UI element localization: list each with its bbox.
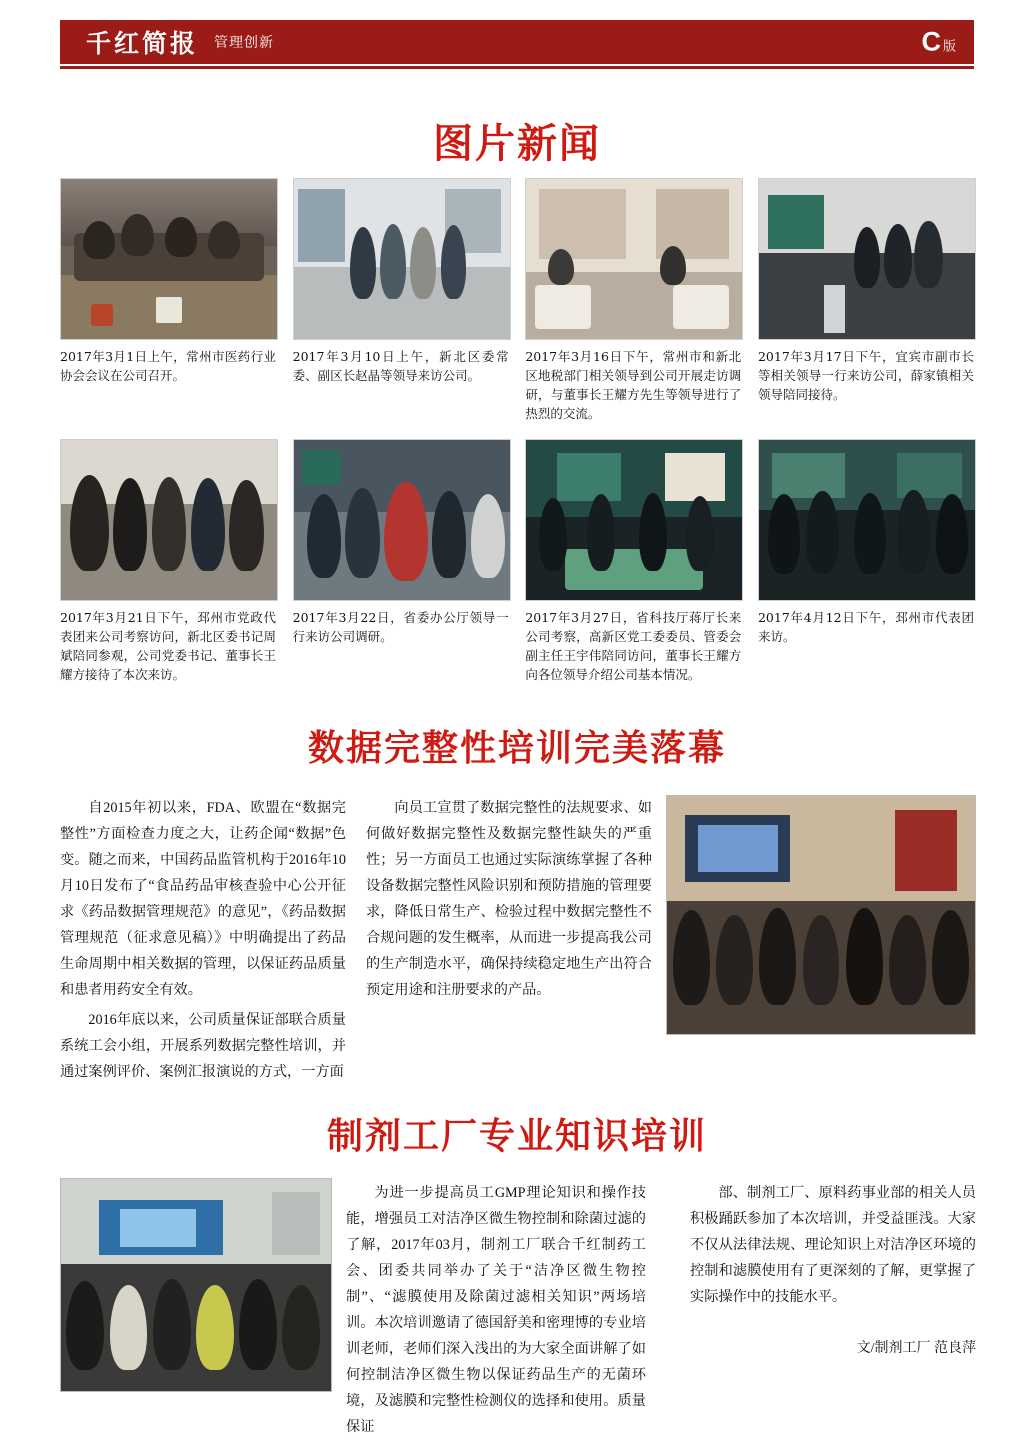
photo-cell bbox=[293, 439, 509, 684]
page-title-photo-news: 图片新闻 bbox=[433, 120, 601, 167]
photo-image bbox=[525, 178, 743, 340]
photo-image bbox=[758, 439, 976, 601]
photo-caption: 2017年3月1日上午，常州市医药行业协会会议在公司召开。 bbox=[60, 349, 276, 383]
masthead bbox=[60, 20, 974, 64]
photo-caption: 2017年3月27日，省科技厅蒋厅长来公司考察，高新区党工委委员、管委会副主任王宇伟陪同访问，董事长王耀方向各位领导介绍公司基本情况。 bbox=[525, 610, 742, 682]
page-title-data-integrity: 数据完整性培训完美落幕 bbox=[307, 727, 726, 769]
paragraph: 向员工宣贯了数据完整性的法规要求、如何做好数据完整性及数据完整性缺失的严重性；另一方面员工也通过实际演练掌握了各种设备数据完整性风险识别和预防措施的管理要求，降低日常生产、检验过程中数据完整性不合规问题的发生概率，从而进一步提高我公司的生产制造水平，确保持续稳定地生产出符合预定用途和注册要求的产品。 bbox=[366, 800, 652, 998]
photo-cell bbox=[758, 439, 974, 684]
paragraph: 为进一步提高员工GMP理论知识和操作技能，增强员工对洁净区微生物控制和除菌过滤的了解，2017年03月，制剂工厂联合千红制药工会、团委共同举办了关于“洁净区微生物控制”、“滤膜使用及除菌过滤相关知识”两场培训。本次培训邀请了德国舒美和密理博的专业培训老师，老师们深入浅出的为大家全面讲解了如何控制洁净区微生物以保证药品生产的无菌环境，及滤膜和完整性检测仪的选择和使用。质量保证 bbox=[346, 1185, 646, 1435]
photo-caption: 2017年3月16日下午，常州市和新北区地税部门相关领导到公司开展走访调研，与董事长王耀方先生等领导进行了热烈的交流。 bbox=[525, 349, 742, 421]
paragraph: 部、制剂工厂、原料药事业部的相关人员积极踊跃参加了本次培训，并受益匪浅。大家不仅从法律法规、理论知识上对洁净区环境的控制和滤膜使用有了更深刻的了解，更掌握了实际操作中的技能水平。 bbox=[690, 1185, 976, 1305]
photo-news-grid bbox=[60, 178, 974, 684]
photo-image bbox=[293, 178, 511, 340]
photo-row-1 bbox=[60, 178, 974, 423]
data-integrity-column-1 bbox=[60, 795, 346, 1089]
photo-row-2 bbox=[60, 439, 974, 684]
header-rule bbox=[60, 66, 974, 69]
edition-badge bbox=[921, 27, 956, 58]
edition-word: 版 bbox=[942, 38, 956, 54]
photo-image bbox=[758, 178, 976, 340]
data-integrity-photo bbox=[666, 795, 976, 1035]
photo-cell bbox=[525, 439, 741, 684]
photo-cell bbox=[758, 178, 974, 423]
factory-training-photo bbox=[60, 1178, 332, 1392]
photo-image bbox=[525, 439, 743, 601]
photo-image bbox=[60, 439, 278, 601]
photo-caption: 2017年3月22日，省委办公厅领导一行来访公司调研。 bbox=[292, 610, 509, 644]
page-title-factory-training: 制剂工厂专业知识培训 bbox=[326, 1115, 707, 1157]
photo-caption: 2017年3月21日下午，邳州市党政代表团来公司考察访问，新北区委书记周斌陪同参观，公司党委书记、董事长王耀方接待了本次来访。 bbox=[60, 610, 276, 682]
photo-cell bbox=[525, 178, 741, 423]
photo-image bbox=[60, 178, 278, 340]
masthead-subtitle: 管理创新 bbox=[214, 34, 275, 50]
paragraph: 自2015年初以来，FDA、欧盟在“数据完整性”方面检查力度之大，让药企闻“数据”色变。随之而来，中国药品监管机构于2016年10月10日发布了“食品药品审核查验中心公开征求《药品数据管理规范》的意见”，《药品数据管理规范（征求意见稿）》中明确提出了药品生命周期中相关数据的管理，以保证药品质量和患者用药安全有效。 bbox=[60, 800, 346, 998]
photo-caption: 2017年4月12日下午，邳州市代表团来访。 bbox=[757, 610, 974, 644]
photo-caption: 2017年3月17日下午，宜宾市副市长等相关领导一行来访公司，薛家镇相关领导陪同接待。 bbox=[757, 349, 974, 402]
data-integrity-column-2 bbox=[366, 795, 652, 1007]
photo-cell bbox=[60, 178, 276, 423]
brand-title: 千红简报 bbox=[86, 29, 199, 58]
photo-cell bbox=[293, 178, 509, 423]
photo-image bbox=[293, 439, 511, 601]
photo-caption: 2017年3月10日上午，新北区委常委、副区长赵晶等领导来访公司。 bbox=[292, 349, 509, 383]
factory-training-column-1 bbox=[346, 1180, 646, 1444]
paragraph: 2016年底以来，公司质量保证部联合质量系统工会小组，开展系列数据完整性培训，并通过案例评价、案例汇报演说的方式，一方面 bbox=[60, 1012, 346, 1080]
edition-letter: C bbox=[921, 26, 941, 57]
photo-cell bbox=[60, 439, 276, 684]
factory-training-column-2 bbox=[690, 1180, 976, 1362]
article-byline: 文/制剂工厂 范良萍 bbox=[856, 1341, 976, 1356]
